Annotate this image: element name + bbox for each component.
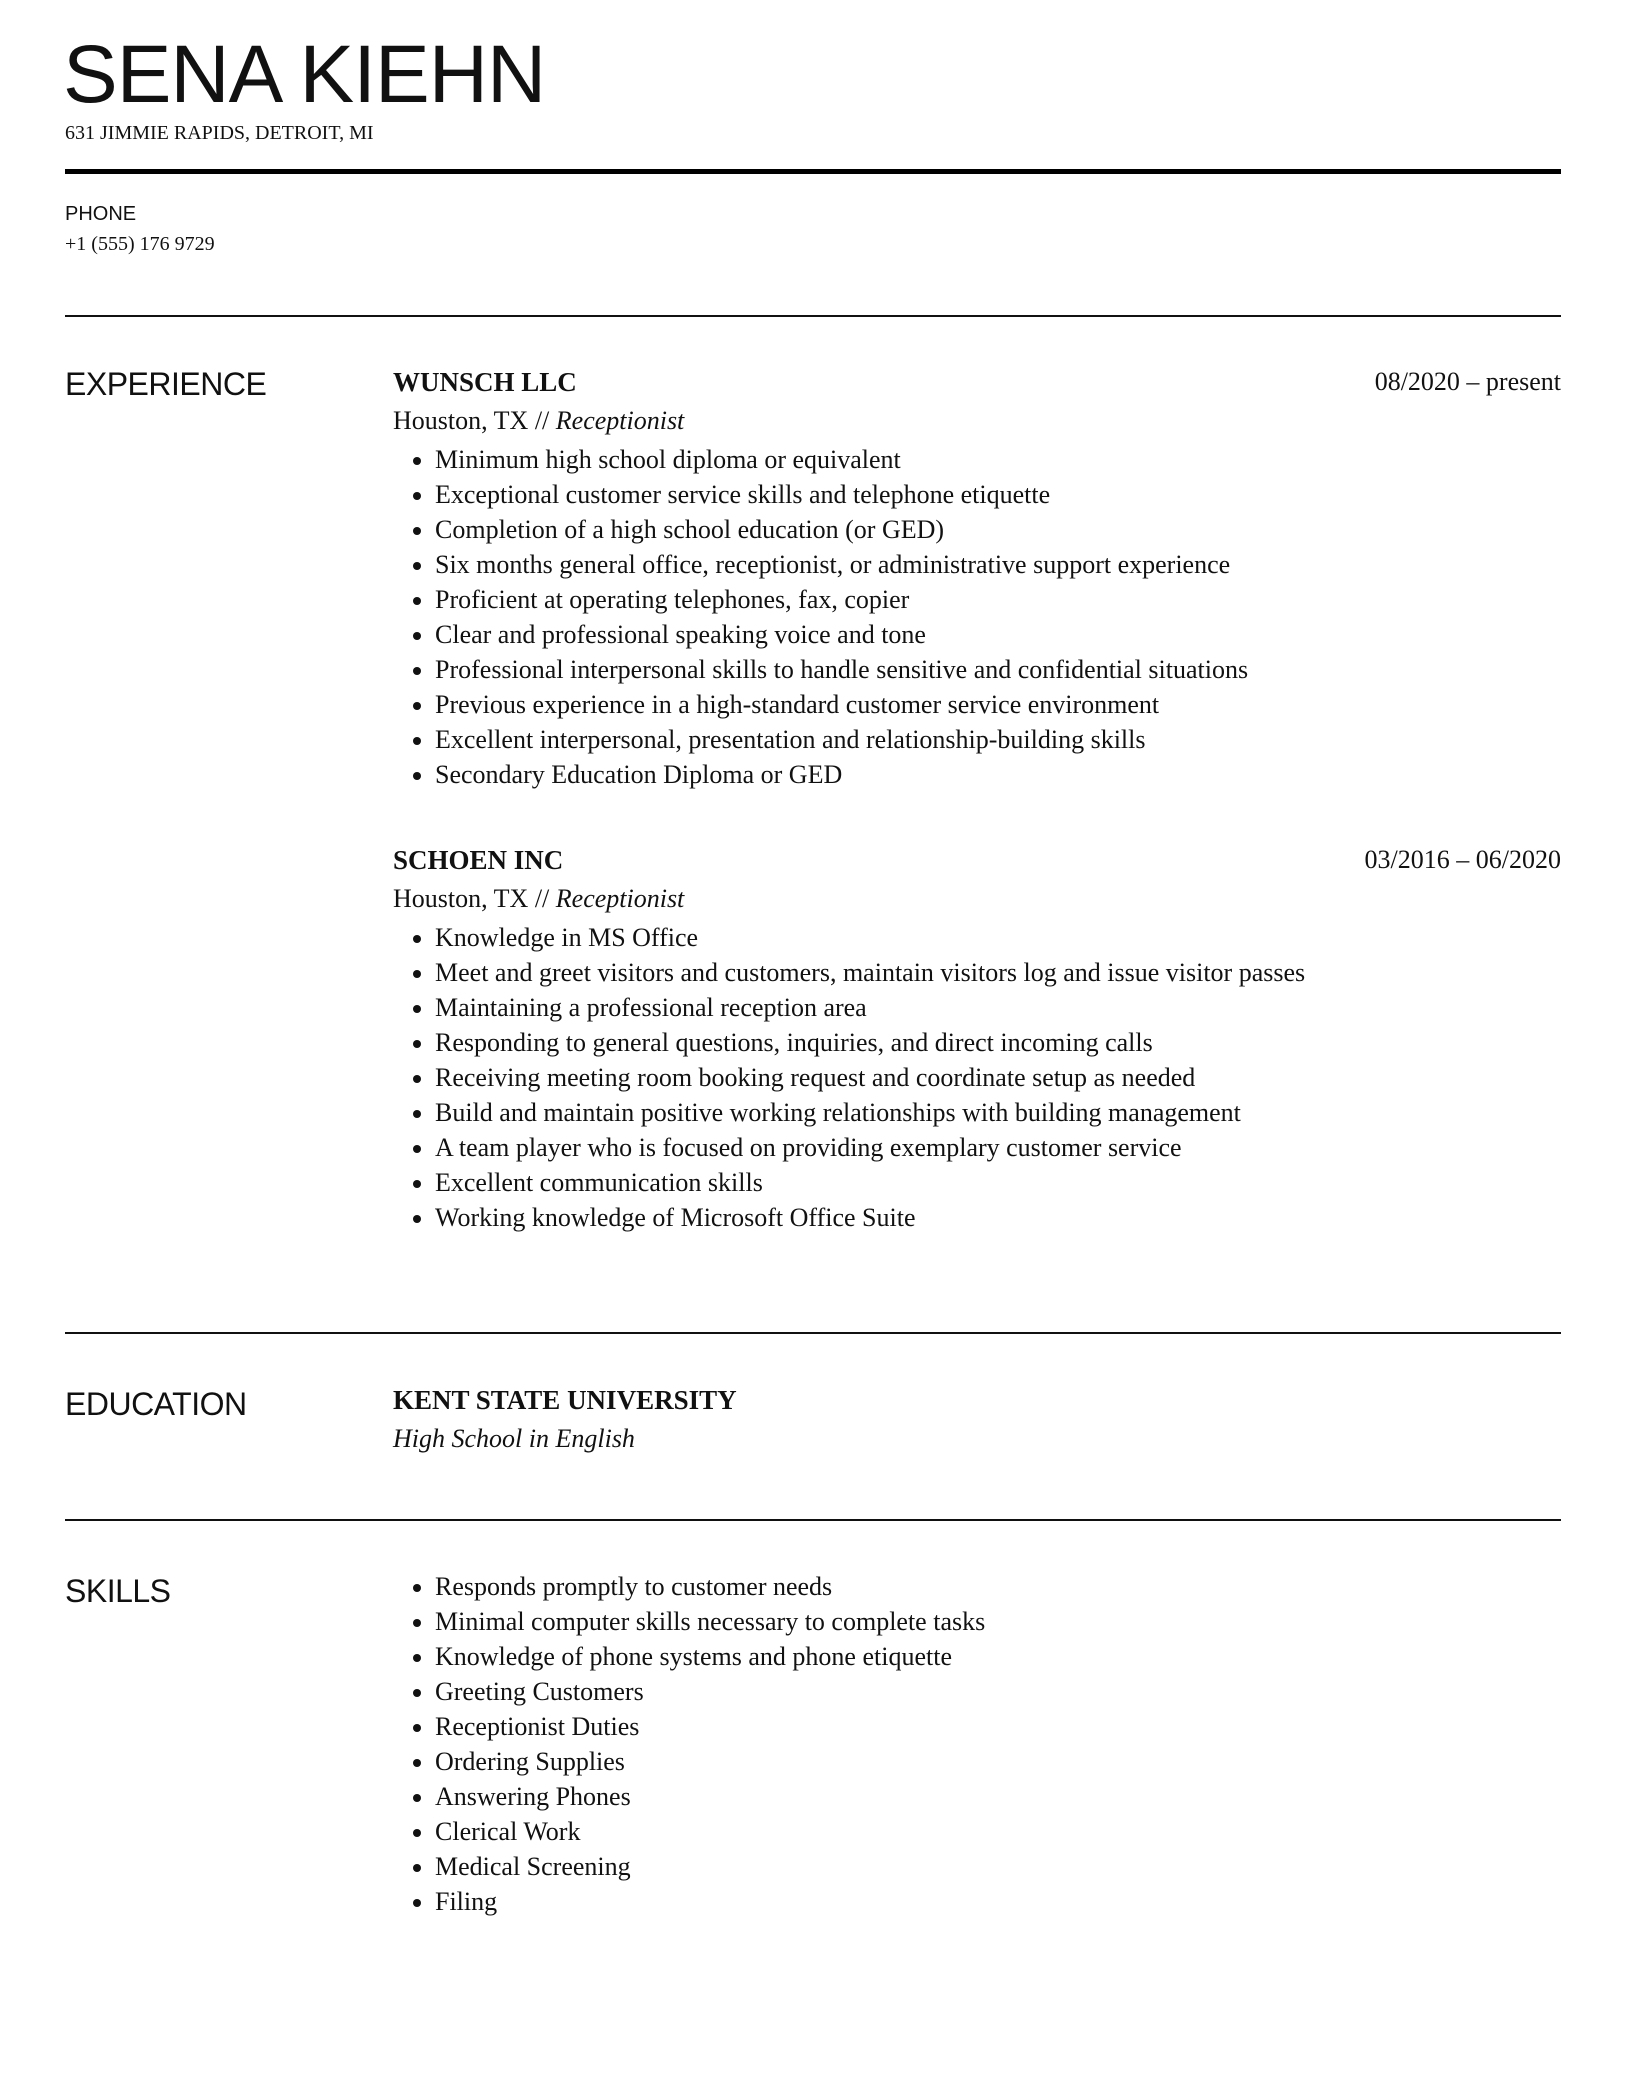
bullet: • Six months general office, receptionist, or administrative support experience: [435, 547, 1561, 582]
bullet: • Meet and greet visitors and customers, maintain visitors log and issue visitor passes: [435, 955, 1561, 990]
company-name: SCHOEN INC: [393, 845, 564, 875]
bullet: • A team player who is focused on providing exemplary customer service: [435, 1130, 1561, 1165]
job-role: Receptionist: [555, 884, 685, 913]
job-bullets: [393, 920, 1561, 1235]
school-name: KENT STATE UNIVERSITY: [393, 1385, 737, 1415]
job-entry: [393, 840, 1561, 1235]
skill-item: • Knowledge of phone systems and phone etiquette: [435, 1639, 1561, 1674]
bullet: • Completion of a high school education (or GED): [435, 512, 1561, 547]
skills-heading: SKILLS: [65, 1573, 171, 1609]
skill-item: • Clerical Work: [435, 1814, 1561, 1849]
skill-item: • Ordering Supplies: [435, 1744, 1561, 1779]
bullet: • Responding to general questions, inquiries, and direct incoming calls: [435, 1025, 1561, 1060]
section-divider: [65, 1519, 1561, 1521]
experience-heading: EXPERIENCE: [65, 366, 267, 402]
bullet: • Excellent interpersonal, presentation and relationship-building skills: [435, 722, 1561, 757]
separator: //: [534, 406, 550, 435]
education-entry: [393, 1380, 1561, 1458]
skill-item: • Responds promptly to customer needs: [435, 1569, 1561, 1604]
skill-item: • Greeting Customers: [435, 1674, 1561, 1709]
bullet: • Proficient at operating telephones, fax, copier: [435, 582, 1561, 617]
separator: //: [534, 884, 550, 913]
skill-item: • Medical Screening: [435, 1849, 1561, 1884]
experience-list: [393, 362, 1561, 1283]
job-dates: 08/2020 – present: [1374, 367, 1561, 396]
education-heading: EDUCATION: [65, 1386, 247, 1422]
skill-item: • Minimal computer skills necessary to complete tasks: [435, 1604, 1561, 1639]
candidate-name: SENA KIEHN: [63, 29, 546, 120]
skill-item: • Receptionist Duties: [435, 1709, 1561, 1744]
bullet: • Excellent communication skills: [435, 1165, 1561, 1200]
bullet: • Working knowledge of Microsoft Office Suite: [435, 1200, 1561, 1235]
section-divider: [65, 315, 1561, 317]
bullet: • Secondary Education Diploma or GED: [435, 757, 1561, 792]
job-role: Receptionist: [555, 406, 685, 435]
bullet: • Exceptional customer service skills and telephone etiquette: [435, 477, 1561, 512]
bullet: • Previous experience in a high-standard customer service environment: [435, 687, 1561, 722]
bullet: • Knowledge in MS Office: [435, 920, 1561, 955]
phone-label: PHONE: [65, 203, 137, 225]
job-entry: [393, 362, 1561, 792]
degree: High School in English: [393, 1424, 635, 1453]
section-divider: [65, 1332, 1561, 1334]
phone-number: +1 (555) 176 9729: [65, 233, 215, 255]
job-location: Houston, TX: [393, 884, 529, 913]
skill-item: • Filing: [435, 1884, 1561, 1919]
job-location: Houston, TX: [393, 406, 529, 435]
bullet: • Clear and professional speaking voice and tone: [435, 617, 1561, 652]
skill-item: • Answering Phones: [435, 1779, 1561, 1814]
job-bullets: [393, 442, 1561, 792]
bullet: • Build and maintain positive working relationships with building management: [435, 1095, 1561, 1130]
bullet: • Receiving meeting room booking request and coordinate setup as needed: [435, 1060, 1561, 1095]
address: 631 JIMMIE RAPIDS, DETROIT, MI: [65, 122, 374, 144]
bullet: • Minimum high school diploma or equivalent: [435, 442, 1561, 477]
header-divider: [65, 169, 1561, 174]
company-name: WUNSCH LLC: [393, 367, 577, 397]
job-dates: 03/2016 – 06/2020: [1364, 845, 1561, 874]
bullet: • Maintaining a professional reception area: [435, 990, 1561, 1025]
bullet: • Professional interpersonal skills to handle sensitive and confidential situations: [435, 652, 1561, 687]
skills-list: [393, 1567, 1561, 1919]
